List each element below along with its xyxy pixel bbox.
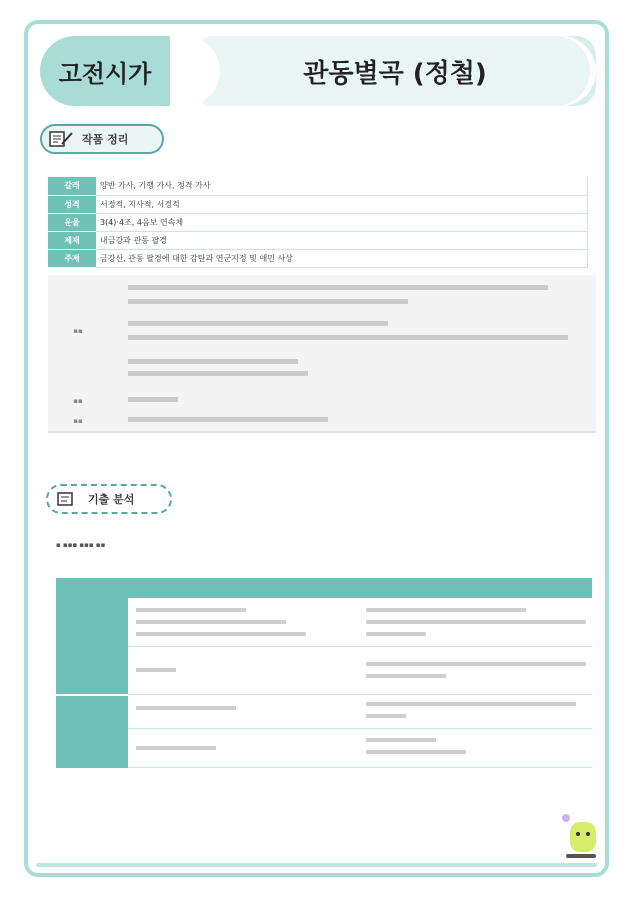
work-summary-table [48, 177, 588, 268]
blurred-line [366, 608, 526, 612]
blurred-line [128, 371, 308, 376]
header-banner [40, 36, 596, 106]
row-key [56, 696, 128, 768]
blurred-line [366, 738, 436, 742]
blurred-line [128, 335, 568, 340]
blurred-label: ▪▪ [73, 397, 83, 405]
blurred-line [366, 632, 426, 636]
table-row [48, 177, 588, 195]
blurred-line [128, 299, 408, 304]
section-label: 작품 정리 [82, 133, 129, 146]
row-key: 운율 [48, 213, 96, 231]
mascot-icon [558, 810, 602, 862]
blurred-line [366, 702, 576, 706]
blurred-line [366, 750, 466, 754]
row-key: 주제 [48, 249, 96, 267]
blurred-line [128, 397, 178, 402]
table-row [48, 249, 588, 267]
analysis-table [56, 578, 592, 768]
section-pill-summary [40, 124, 164, 154]
table-header [56, 578, 592, 598]
memo-pencil-icon [48, 130, 74, 148]
row-value: 3(4)·4조, 4음보 연속체 [96, 213, 588, 231]
blurred-line [366, 674, 446, 678]
section-label: 기출 분석 [88, 493, 135, 506]
row-value: 서정적, 지사적, 서경적 [96, 195, 588, 213]
blurred-line [366, 714, 406, 718]
table-row [48, 231, 588, 249]
blurred-caption: ▪ ▪▪▪ ▪▪▪ ▪▪ [56, 541, 106, 549]
blurred-line [136, 608, 246, 612]
bottom-rule [36, 863, 597, 867]
row-key: 갈래 [48, 177, 96, 195]
page-title: 관동별곡 (정철) [200, 36, 590, 106]
row-key [56, 598, 128, 694]
blurred-label: ▪▪ [73, 417, 83, 425]
row-key: 제재 [48, 231, 96, 249]
row-value: 금강산, 관동 팔경에 대한 감탄과 연군지정 및 애민 사상 [96, 249, 588, 267]
section-pill-analysis [46, 484, 172, 514]
row-key: 성격 [48, 195, 96, 213]
table-row [48, 195, 588, 213]
row-value: 내금강과 관동 팔경 [96, 231, 588, 249]
table-row [48, 213, 588, 231]
blurred-line [366, 620, 586, 624]
blurred-line [366, 662, 586, 666]
blurred-line [136, 706, 236, 710]
blurred-line [136, 620, 286, 624]
blurred-line [136, 632, 306, 636]
row-divider [128, 694, 592, 695]
row-divider [128, 646, 592, 647]
blurred-label: ▪▪ [73, 327, 83, 335]
blurred-line [128, 321, 388, 326]
blurred-line [128, 417, 328, 422]
blurred-line [128, 359, 298, 364]
category-tag: 고전시가 [40, 36, 170, 106]
row-divider [128, 728, 592, 729]
sparkle-icon [54, 490, 80, 508]
blurred-line [136, 746, 216, 750]
blurred-line [128, 285, 548, 290]
row-value: 양반 가사, 기행 가사, 정격 가사 [96, 177, 588, 195]
blurred-line [136, 668, 176, 672]
blurred-content-block [48, 275, 596, 433]
row-divider [128, 767, 592, 768]
